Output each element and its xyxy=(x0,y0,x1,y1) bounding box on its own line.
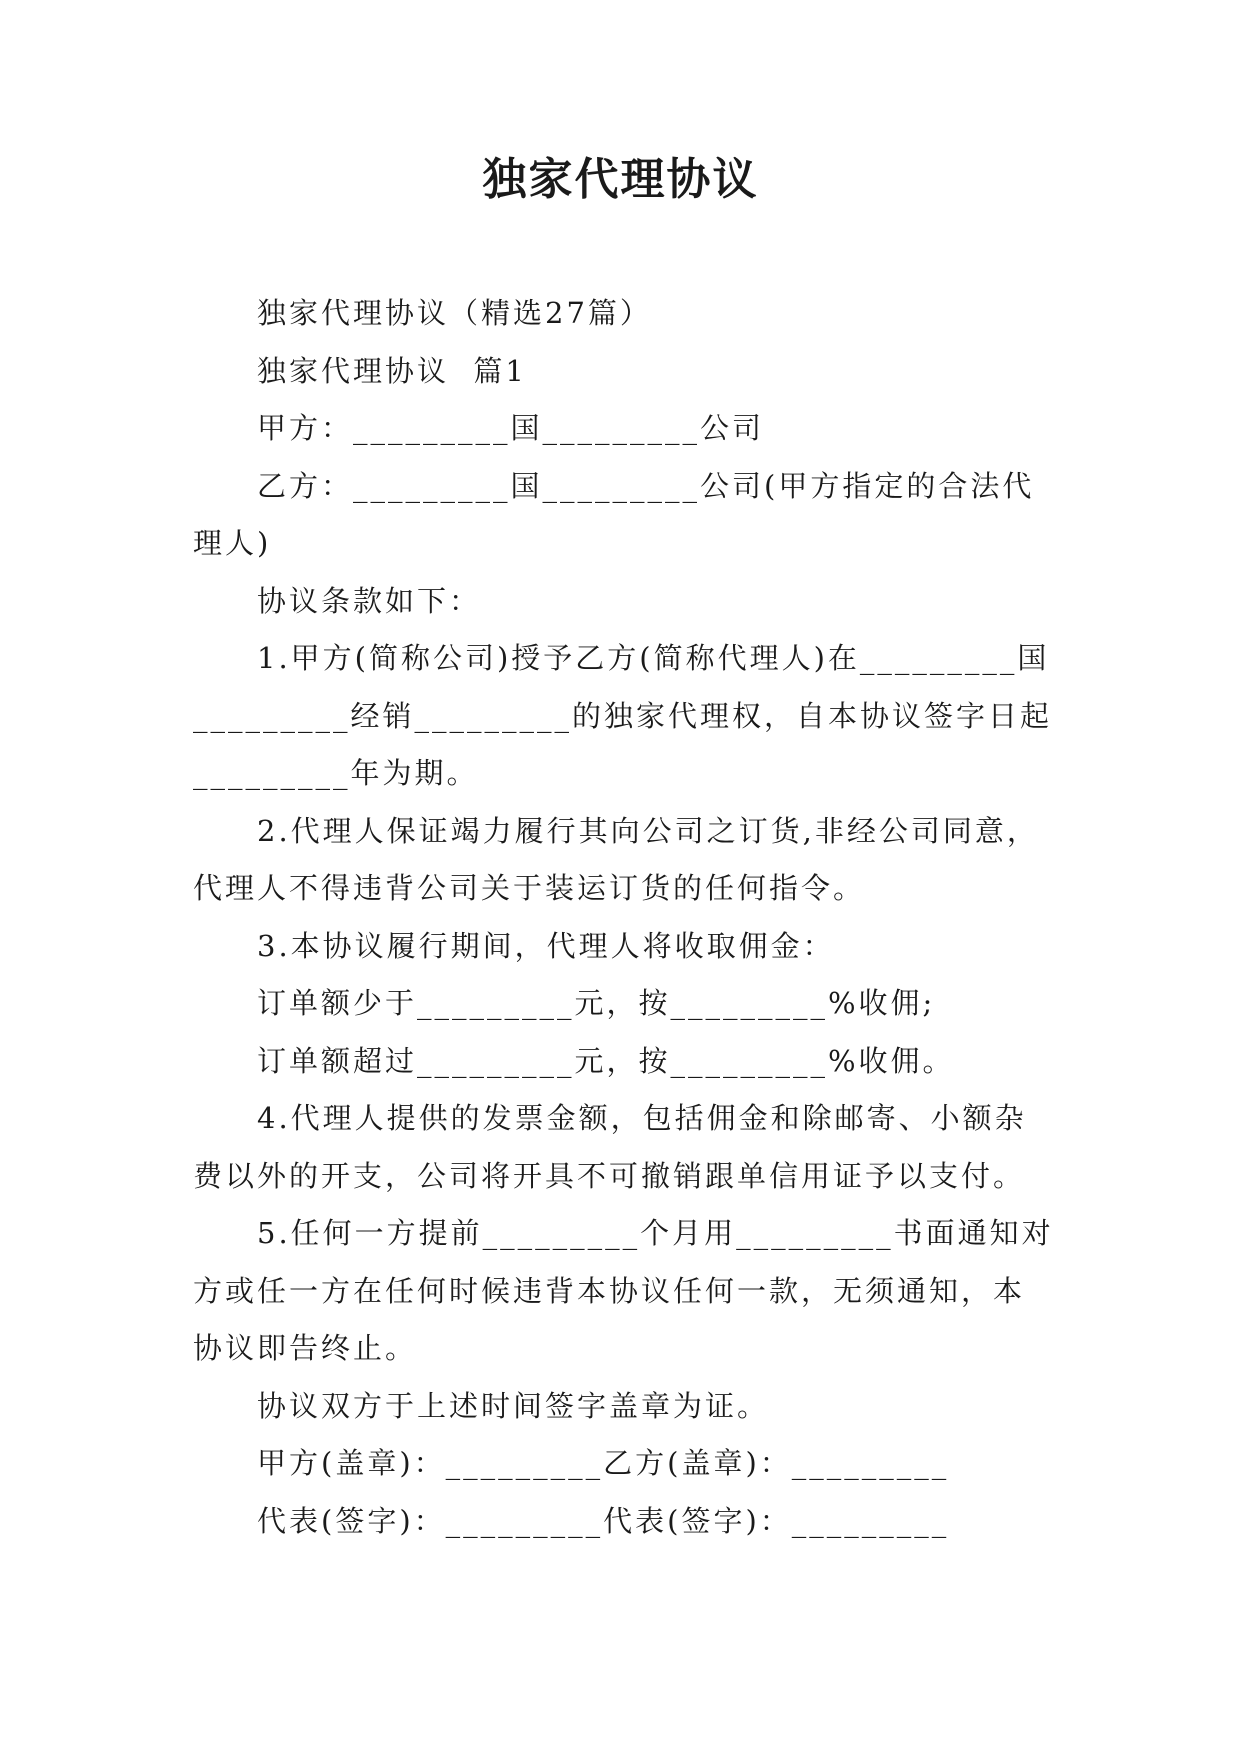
paragraph-commission-low: 订单额少于_________元，按_________%收佣; xyxy=(257,986,936,1020)
paragraph-clause-3: 3.本协议履行期间，代理人将收取佣金： xyxy=(257,928,835,963)
paragraph-seal-line: 甲方(盖章)：_________乙方(盖章)：_________ xyxy=(257,1446,950,1480)
paragraph-subtitle: 独家代理协议（精选27篇） xyxy=(257,296,652,330)
document-body xyxy=(193,285,1055,1550)
paragraph-clause-2: 2.代理人保证竭力履行其向公司之订货,非经公司同意，代理人不得违背公司关于装运订货的任何指令。 xyxy=(193,813,1039,905)
paragraph-clause-1: 1.甲方(简称公司)授予乙方(简称代理人)在_________国_________经销_________的独家代理权，自本协议签字日起_________年为期。 xyxy=(193,641,1053,790)
paragraph-clause-5: 5.任何一方提前_________个月用_________书面通知对方或任一方在任何时候违背本协议任何一款，无须通知，本协议即告终止。 xyxy=(193,1216,1054,1365)
paragraph-witness: 协议双方于上述时间签字盖章为证。 xyxy=(257,1388,770,1423)
paragraph-party-b: 乙方：_________国_________公司(甲方指定的合法代理人) xyxy=(193,468,1035,560)
paragraph-clause-4: 4.代理人提供的发票金额，包括佣金和除邮寄、小额杂费以外的开支，公司将开具不可撤销跟单信用证予以支付。 xyxy=(193,1101,1027,1193)
paragraph-commission-high: 订单额超过_________元，按_________%收佣。 xyxy=(257,1043,955,1078)
paragraph-signature-line: 代表(签字)：_________代表(签字)：_________ xyxy=(257,1503,950,1538)
paragraph-section-heading: 独家代理协议 篇1 xyxy=(257,353,527,388)
paragraph-terms-intro: 协议条款如下： xyxy=(257,583,482,618)
paragraph-party-a: 甲方：_________国_________公司 xyxy=(257,411,765,445)
document-title: 独家代理协议 xyxy=(482,154,759,205)
